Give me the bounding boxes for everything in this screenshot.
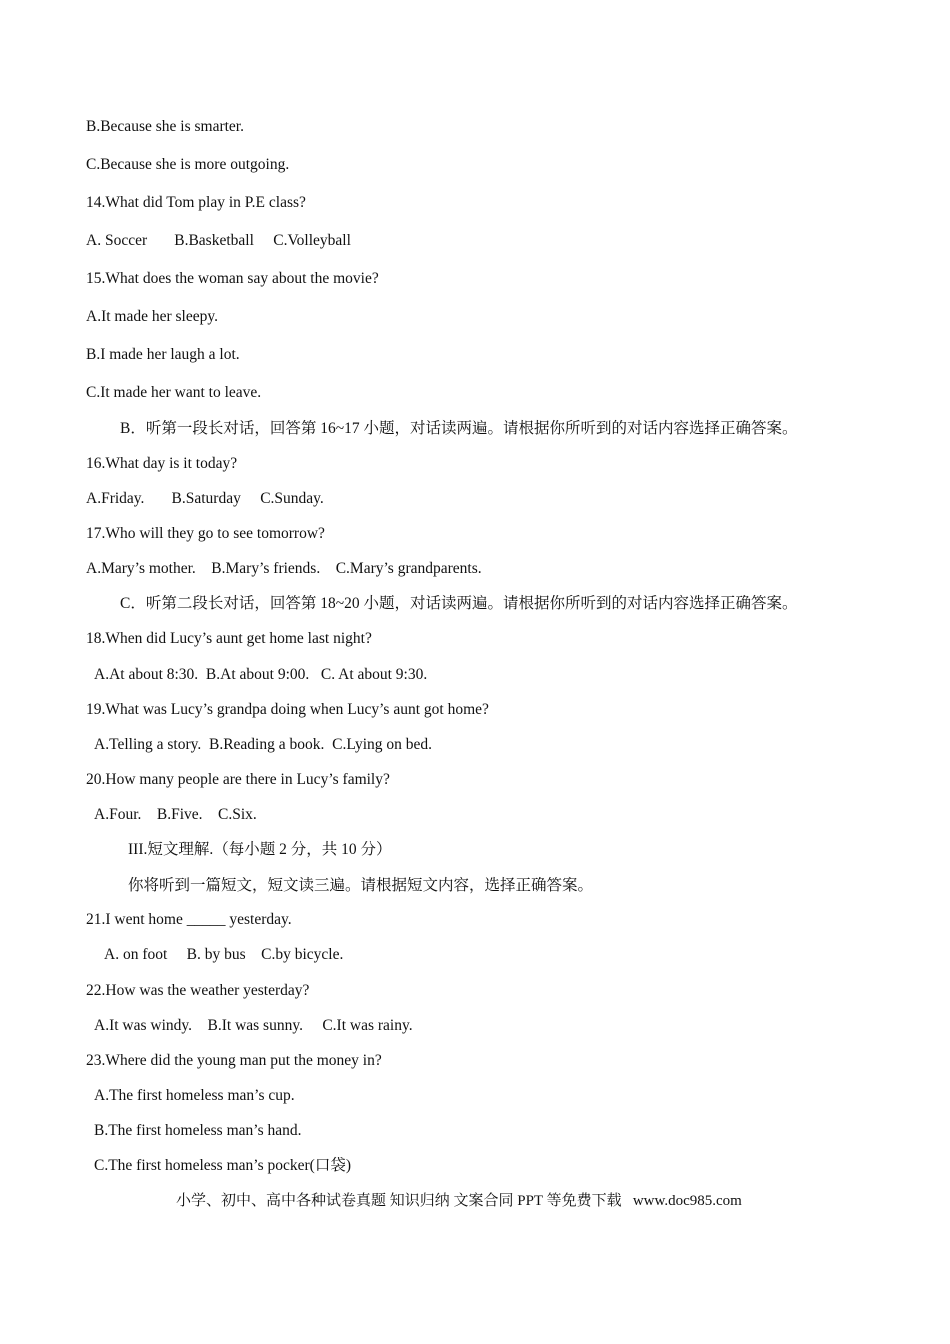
option-b-q13: B.Because she is smarter. (86, 118, 244, 135)
options-q21: A. on foot B. by bus C.by bicycle. (104, 946, 344, 963)
option-c-q13: C.Because she is more outgoing. (86, 156, 290, 173)
options-q14: A. Soccer B.Basketball C.Volleyball (86, 232, 351, 249)
section-c-instruction: C．听第二段长对话，回答第 18~20 小题，对话读两遍。请根据你所听到的对话内容选择正确答案。 (120, 595, 798, 612)
options-q20: A.Four. B.Five. C.Six. (94, 806, 257, 823)
section-iii-instruction: 你将听到一篇短文，短文读三遍。请根据短文内容，选择正确答案。 (128, 877, 594, 894)
option-c-q15: C.It made her want to leave. (86, 384, 262, 401)
options-q22: A.It was windy. B.It was sunny. C.It was rainy. (94, 1017, 413, 1034)
options-q16: A.Friday. B.Saturday C.Sunday. (86, 490, 324, 507)
page-footer: 小学、初中、高中各种试卷真题 知识归纳 文案合同 PPT 等免费下载 www.doc985.com (176, 1193, 742, 1209)
question-17: 17.Who will they go to see tomorrow? (86, 525, 325, 542)
question-15: 15.What does the woman say about the movie? (86, 270, 379, 287)
section-iii-heading: III.短文理解.（每小题 2 分，共 10 分） (128, 841, 392, 858)
option-a-q15: A.It made her sleepy. (86, 308, 218, 325)
question-21: 21.I went home _____ yesterday. (86, 911, 292, 928)
option-a-q23: A.The first homeless man’s cup. (94, 1087, 295, 1104)
question-19: 19.What was Lucy’s grandpa doing when Lucy’s aunt got home? (86, 701, 489, 718)
options-q19: A.Telling a story. B.Reading a book. C.Lying on bed. (94, 736, 433, 753)
option-c-q23: C.The first homeless man’s pocker(口袋) (94, 1157, 351, 1174)
option-b-q23: B.The first homeless man’s hand. (94, 1122, 302, 1139)
question-22: 22.How was the weather yesterday? (86, 982, 310, 999)
options-q18: A.At about 8:30. B.At about 9:00. C. At about 9:30. (94, 666, 428, 683)
question-18: 18.When did Lucy’s aunt get home last night? (86, 630, 372, 647)
section-b-instruction: B．听第一段长对话，回答第 16~17 小题，对话读两遍。请根据你所听到的对话内容选择正确答案。 (120, 420, 798, 437)
question-20: 20.How many people are there in Lucy’s family? (86, 771, 390, 788)
question-23: 23.Where did the young man put the money in? (86, 1052, 382, 1069)
question-14: 14.What did Tom play in P.E class? (86, 194, 306, 211)
question-16: 16.What day is it today? (86, 455, 238, 472)
option-b-q15: B.I made her laugh a lot. (86, 346, 240, 363)
options-q17: A.Mary’s mother. B.Mary’s friends. C.Mary’s grandparents. (86, 560, 482, 577)
